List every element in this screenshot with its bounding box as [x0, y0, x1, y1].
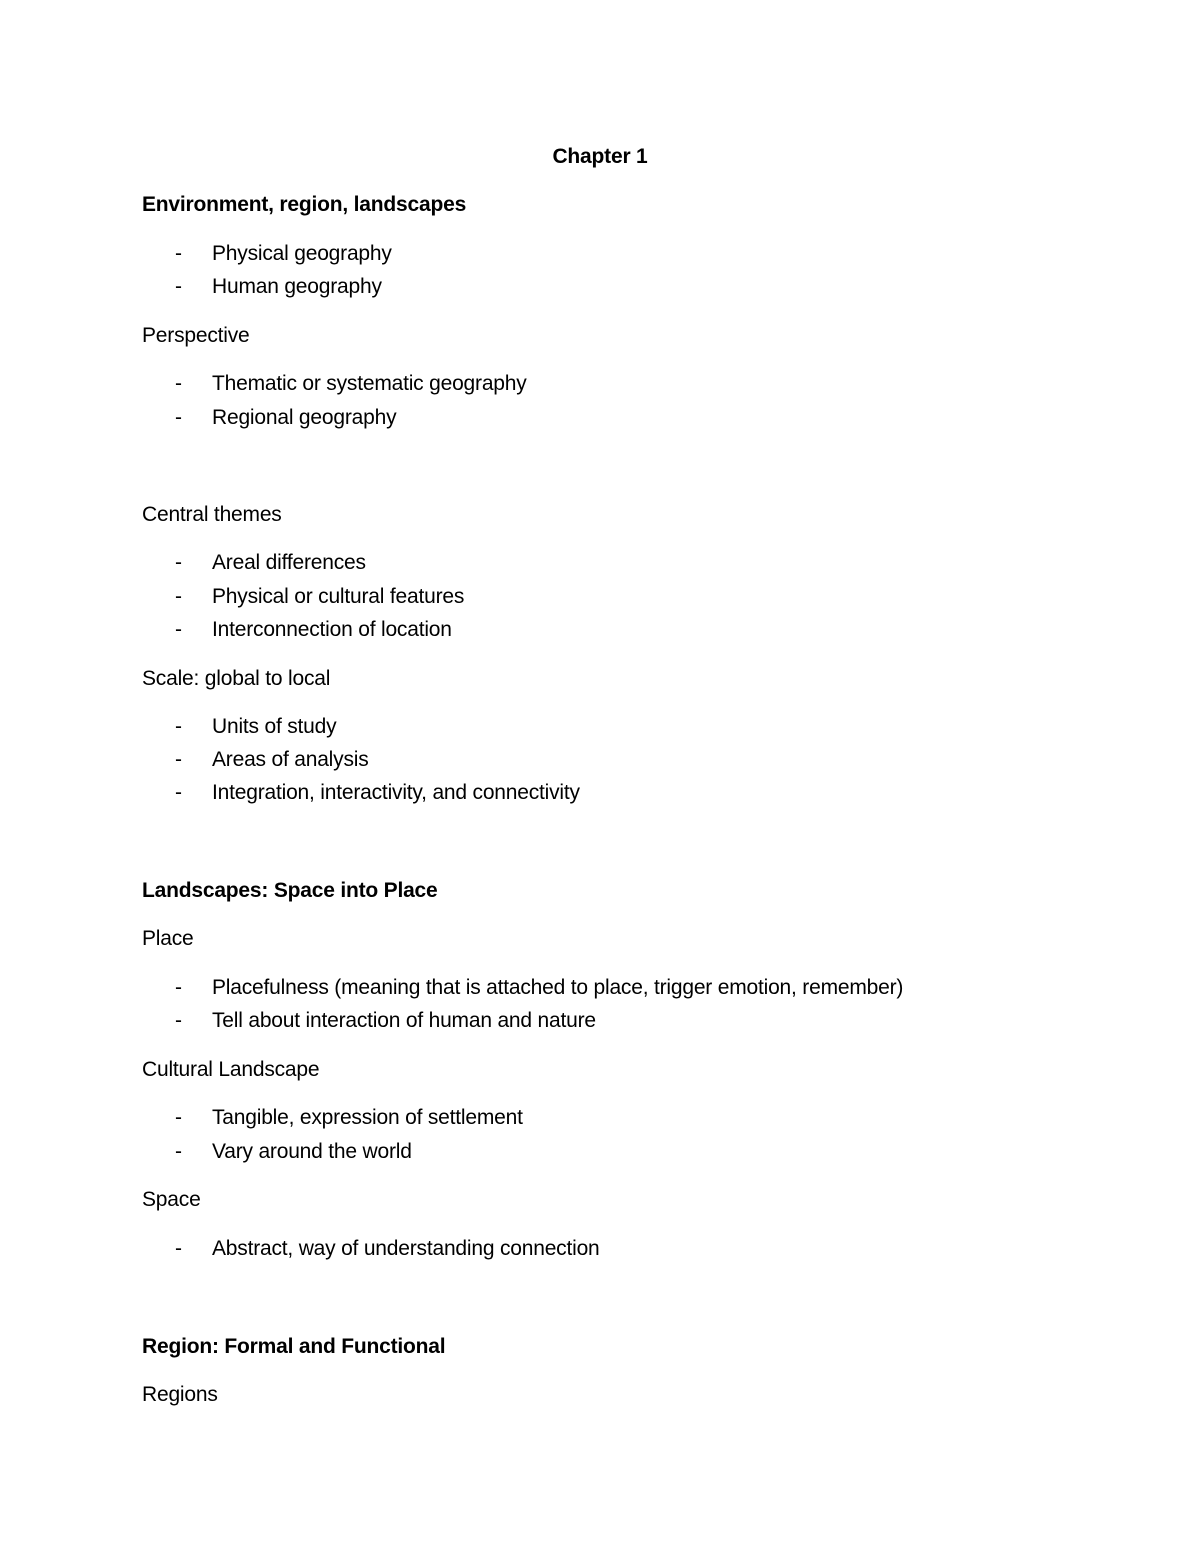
bullet-marker: -	[175, 715, 182, 738]
section-heading-space: Space	[142, 1188, 201, 1211]
bullet-marker: -	[175, 242, 182, 265]
list-item: Tangible, expression of settlement	[212, 1106, 523, 1129]
bullet-marker: -	[175, 406, 182, 429]
bullet-marker: -	[175, 1009, 182, 1032]
bullet-marker: -	[175, 372, 182, 395]
list-item: Areal differences	[212, 551, 366, 574]
bullet-marker: -	[175, 585, 182, 608]
list-item: Abstract, way of understanding connection	[212, 1237, 600, 1260]
list-item: Tell about interaction of human and nature	[212, 1009, 596, 1032]
section-heading-scale: Scale: global to local	[142, 667, 331, 690]
bullet-marker: -	[175, 781, 182, 804]
section-heading-place: Place	[142, 927, 194, 950]
section-heading-cultural-landscape: Cultural Landscape	[142, 1058, 320, 1081]
list-item: Vary around the world	[212, 1140, 412, 1163]
section-heading-central-themes: Central themes	[142, 503, 282, 526]
bullet-marker: -	[175, 1106, 182, 1129]
list-item: Placefulness (meaning that is attached to place, trigger emotion, remember)	[212, 976, 904, 999]
section-heading-regions: Regions	[142, 1383, 218, 1406]
bullet-marker: -	[175, 551, 182, 574]
list-item: Units of study	[212, 715, 337, 738]
section-heading-perspective: Perspective	[142, 324, 250, 347]
list-item: Physical geography	[212, 242, 392, 265]
list-item: Regional geography	[212, 406, 397, 429]
bullet-marker: -	[175, 618, 182, 641]
bullet-marker: -	[175, 976, 182, 999]
section-heading-landscapes: Landscapes: Space into Place	[142, 879, 438, 902]
list-item: Human geography	[212, 275, 382, 298]
page-title: Chapter 1	[552, 145, 648, 168]
bullet-marker: -	[175, 1140, 182, 1163]
bullet-marker: -	[175, 1237, 182, 1260]
section-heading-region: Region: Formal and Functional	[142, 1335, 446, 1358]
list-item: Physical or cultural features	[212, 585, 465, 608]
bullet-marker: -	[175, 748, 182, 771]
bullet-marker: -	[175, 275, 182, 298]
list-item: Interconnection of location	[212, 618, 452, 641]
list-item: Thematic or systematic geography	[212, 372, 527, 395]
list-item: Integration, interactivity, and connectivity	[212, 781, 580, 804]
section-heading-environment: Environment, region, landscapes	[142, 193, 467, 216]
list-item: Areas of analysis	[212, 748, 369, 771]
